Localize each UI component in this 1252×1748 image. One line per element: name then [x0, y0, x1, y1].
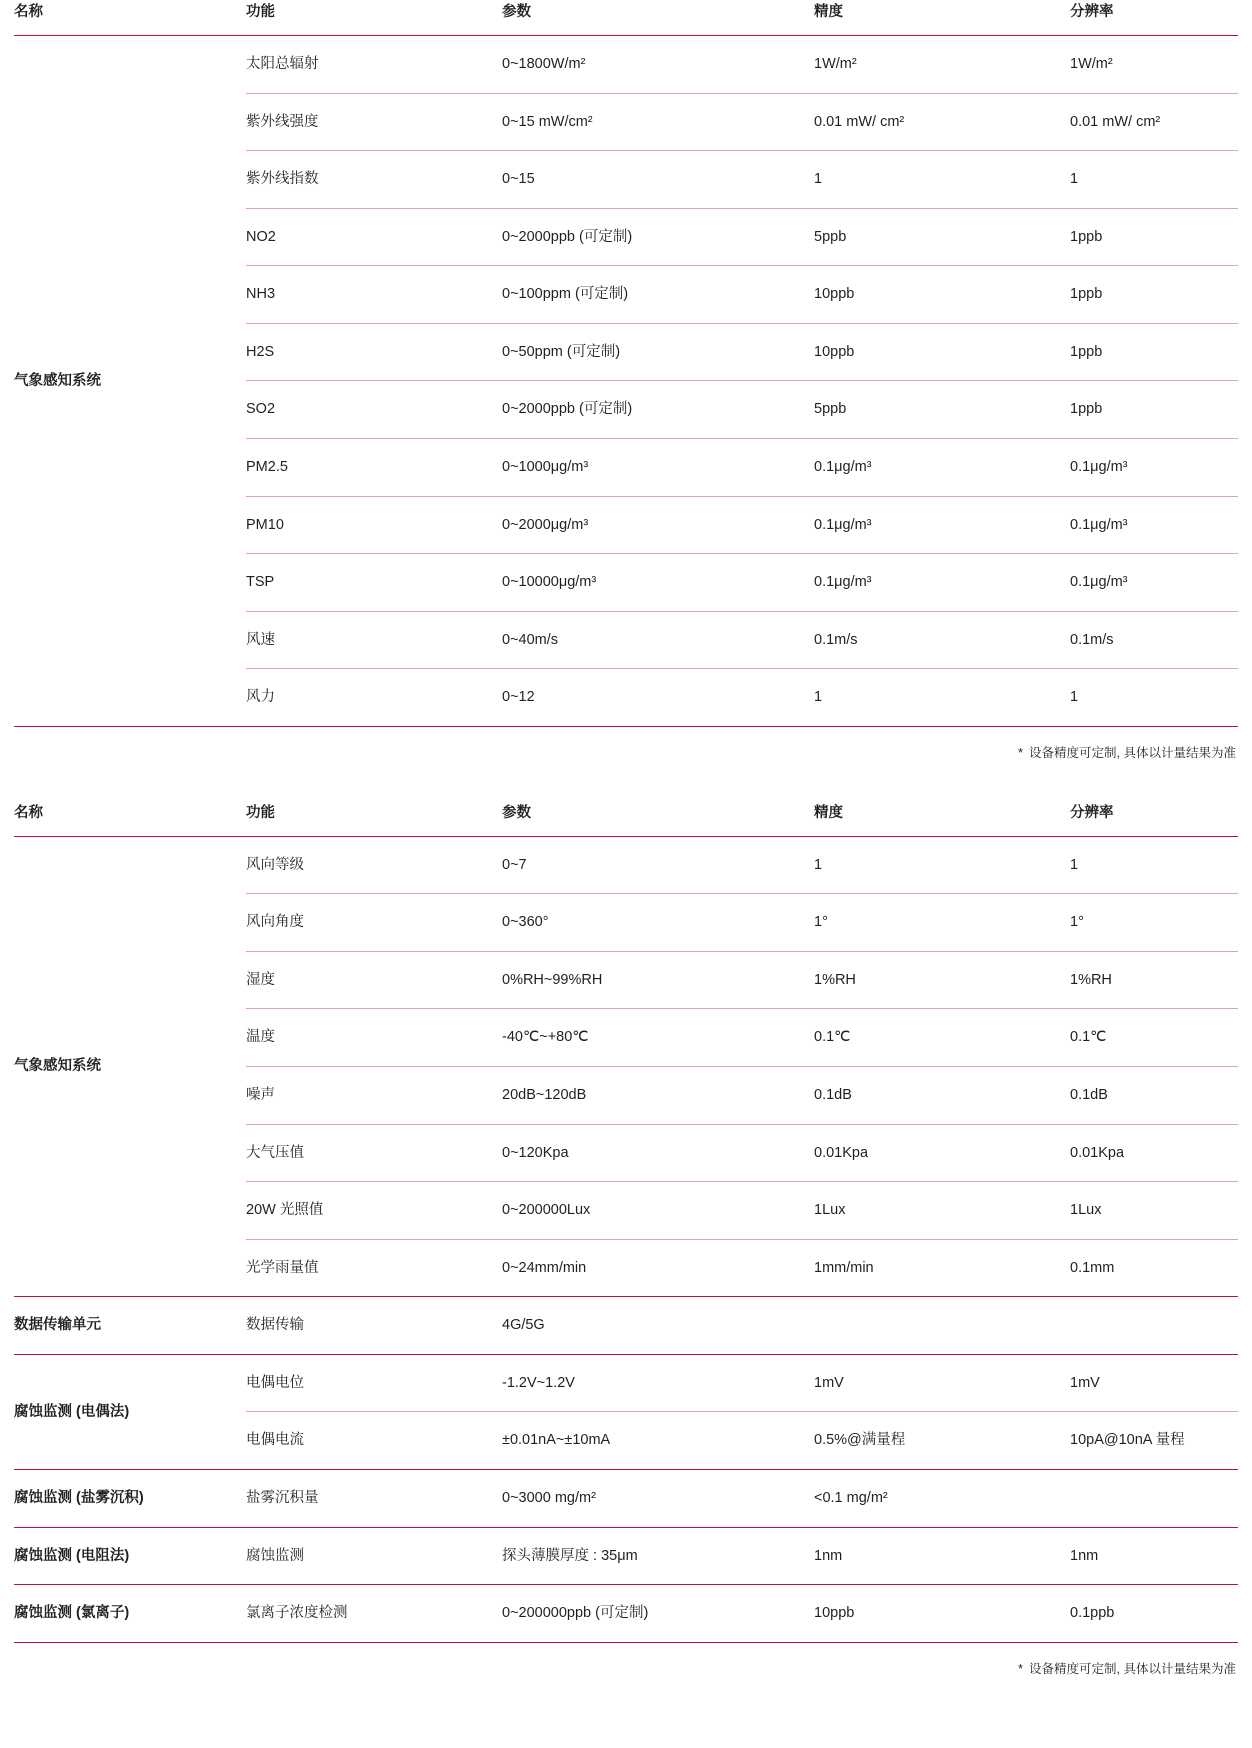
table-body-1	[14, 36, 1238, 727]
cell-parameter: 0~50ppm (可定制)	[502, 323, 814, 381]
cell-resolution: 1	[1070, 151, 1238, 209]
cell-accuracy: 0.1μg/m³	[814, 438, 1070, 496]
cell-function: 氯离子浓度检测	[246, 1585, 502, 1643]
cell-resolution: 0.01Kpa	[1070, 1124, 1238, 1182]
cell-parameter: 0~15	[502, 151, 814, 209]
header-parameter: 参数	[502, 4, 531, 20]
cell-resolution: 1nm	[1070, 1527, 1238, 1585]
table-row	[14, 1354, 1238, 1412]
cell-parameter: 0~200000ppb (可定制)	[502, 1585, 814, 1643]
cell-function: 噪声	[246, 1067, 502, 1125]
spec-table-2	[14, 801, 1238, 1643]
cell-accuracy: 0.1m/s	[814, 611, 1070, 669]
table-row	[14, 1469, 1238, 1527]
header-row	[14, 0, 1238, 36]
cell-accuracy: 1	[814, 836, 1070, 894]
header-resolution: 分辨率	[1070, 4, 1114, 20]
cell-resolution: 1Lux	[1070, 1182, 1238, 1240]
cell-parameter: 0~24mm/min	[502, 1239, 814, 1297]
cell-resolution: 1	[1070, 836, 1238, 894]
cell-parameter: 0~1000μg/m³	[502, 438, 814, 496]
header-name: 名称	[14, 804, 43, 821]
cell-parameter: 0~15 mW/cm²	[502, 93, 814, 151]
table-1-footnote	[14, 727, 1238, 761]
group-name-cell: 腐蚀监测 (电偶法)	[14, 1354, 246, 1469]
table-header-2	[14, 801, 1238, 837]
table-row	[14, 836, 1238, 894]
cell-function: 光学雨量值	[246, 1239, 502, 1297]
cell-resolution: 0.1μg/m³	[1070, 554, 1238, 612]
cell-parameter: 0~1800W/m²	[502, 36, 814, 94]
cell-parameter: 0~200000Lux	[502, 1182, 814, 1240]
table-body-2	[14, 836, 1238, 1642]
header-accuracy: 精度	[814, 804, 843, 821]
cell-accuracy: 1mm/min	[814, 1239, 1070, 1297]
cell-function: H2S	[246, 323, 502, 381]
cell-accuracy: 1Lux	[814, 1182, 1070, 1240]
cell-accuracy: 1nm	[814, 1527, 1070, 1585]
group-name-cell: 数据传输单元	[14, 1297, 246, 1355]
cell-parameter: 0~2000μg/m³	[502, 496, 814, 554]
cell-resolution: 0.1m/s	[1070, 611, 1238, 669]
footnote-text: 设备精度可定制, 具体以计量结果为准	[1029, 745, 1236, 760]
cell-accuracy	[814, 1297, 1070, 1355]
cell-parameter: 探头薄膜厚度 : 35μm	[502, 1527, 814, 1585]
cell-resolution: 1ppb	[1070, 323, 1238, 381]
cell-resolution	[1070, 1297, 1238, 1355]
table-row	[14, 1527, 1238, 1585]
cell-function: 数据传输	[246, 1297, 502, 1355]
header-resolution: 分辨率	[1070, 804, 1114, 821]
cell-function: 风向等级	[246, 836, 502, 894]
cell-function: 紫外线指数	[246, 151, 502, 209]
cell-accuracy: 1W/m²	[814, 36, 1070, 94]
cell-parameter: 0~2000ppb (可定制)	[502, 381, 814, 439]
cell-function: 太阳总辐射	[246, 36, 502, 94]
cell-function: 20W 光照值	[246, 1182, 502, 1240]
cell-accuracy: 10ppb	[814, 323, 1070, 381]
cell-function: 大气压值	[246, 1124, 502, 1182]
cell-function: 风速	[246, 611, 502, 669]
header-accuracy: 精度	[814, 4, 843, 20]
cell-resolution: 10pA@10nA 量程	[1070, 1412, 1238, 1470]
cell-resolution: 1ppb	[1070, 381, 1238, 439]
footnote-asterisk: *	[1018, 745, 1024, 760]
cell-function: 电偶电流	[246, 1412, 502, 1470]
header-parameter: 参数	[502, 804, 531, 821]
cell-parameter: -1.2V~1.2V	[502, 1354, 814, 1412]
cell-parameter: ±0.01nA~±10mA	[502, 1412, 814, 1470]
cell-accuracy: 1°	[814, 894, 1070, 952]
group-name-cell: 腐蚀监测 (氯离子)	[14, 1585, 246, 1643]
cell-parameter: 4G/5G	[502, 1297, 814, 1355]
cell-function: NH3	[246, 266, 502, 324]
cell-resolution: 1ppb	[1070, 266, 1238, 324]
cell-accuracy: 0.01 mW/ cm²	[814, 93, 1070, 151]
cell-accuracy: 0.1℃	[814, 1009, 1070, 1067]
cell-resolution: 1ppb	[1070, 208, 1238, 266]
cell-resolution: 1°	[1070, 894, 1238, 952]
cell-accuracy: 0.01Kpa	[814, 1124, 1070, 1182]
cell-parameter: 0~120Kpa	[502, 1124, 814, 1182]
cell-accuracy: 1	[814, 669, 1070, 727]
cell-resolution: 0.1℃	[1070, 1009, 1238, 1067]
cell-function: PM10	[246, 496, 502, 554]
table-header-1	[14, 0, 1238, 36]
cell-accuracy: 5ppb	[814, 208, 1070, 266]
cell-resolution: 1%RH	[1070, 951, 1238, 1009]
cell-accuracy: 10ppb	[814, 266, 1070, 324]
cell-function: NO2	[246, 208, 502, 266]
cell-resolution: 0.1μg/m³	[1070, 496, 1238, 554]
cell-accuracy: 0.1μg/m³	[814, 496, 1070, 554]
table-row	[14, 1297, 1238, 1355]
cell-resolution: 0.01 mW/ cm²	[1070, 93, 1238, 151]
cell-parameter: 0%RH~99%RH	[502, 951, 814, 1009]
cell-accuracy: <0.1 mg/m²	[814, 1469, 1070, 1527]
cell-function: 湿度	[246, 951, 502, 1009]
header-name: 名称	[14, 4, 43, 20]
cell-function: 温度	[246, 1009, 502, 1067]
cell-parameter: 0~100ppm (可定制)	[502, 266, 814, 324]
cell-function: 风力	[246, 669, 502, 727]
cell-parameter: 20dB~120dB	[502, 1067, 814, 1125]
cell-resolution: 0.1ppb	[1070, 1585, 1238, 1643]
cell-accuracy: 0.1μg/m³	[814, 554, 1070, 612]
cell-function: 盐雾沉积量	[246, 1469, 502, 1527]
cell-accuracy: 1mV	[814, 1354, 1070, 1412]
cell-parameter: 0~40m/s	[502, 611, 814, 669]
cell-function: 电偶电位	[246, 1354, 502, 1412]
header-function: 功能	[246, 804, 275, 821]
group-name-cell: 腐蚀监测 (电阻法)	[14, 1527, 246, 1585]
cell-function: 风向角度	[246, 894, 502, 952]
cell-parameter: 0~10000μg/m³	[502, 554, 814, 612]
table-row	[14, 36, 1238, 94]
cell-function: TSP	[246, 554, 502, 612]
cell-resolution: 0.1μg/m³	[1070, 438, 1238, 496]
header-function: 功能	[246, 4, 275, 20]
cell-accuracy: 0.1dB	[814, 1067, 1070, 1125]
cell-parameter: 0~7	[502, 836, 814, 894]
cell-parameter: 0~12	[502, 669, 814, 727]
group-name-cell: 气象感知系统	[14, 36, 246, 727]
cell-parameter: 0~2000ppb (可定制)	[502, 208, 814, 266]
table-spacer	[14, 761, 1238, 801]
header-row	[14, 801, 1238, 837]
footnote-asterisk: *	[1018, 1661, 1024, 1676]
cell-resolution: 1W/m²	[1070, 36, 1238, 94]
cell-function: PM2.5	[246, 438, 502, 496]
cell-parameter: 0~3000 mg/m²	[502, 1469, 814, 1527]
table-2-footnote	[14, 1643, 1238, 1677]
cell-function: SO2	[246, 381, 502, 439]
group-name-cell: 气象感知系统	[14, 836, 246, 1297]
cell-resolution: 0.1dB	[1070, 1067, 1238, 1125]
cell-parameter: 0~360°	[502, 894, 814, 952]
group-name-cell: 腐蚀监测 (盐雾沉积)	[14, 1469, 246, 1527]
cell-function: 腐蚀监测	[246, 1527, 502, 1585]
cell-resolution	[1070, 1469, 1238, 1527]
cell-resolution: 1	[1070, 669, 1238, 727]
cell-accuracy: 1%RH	[814, 951, 1070, 1009]
cell-accuracy: 5ppb	[814, 381, 1070, 439]
cell-function: 紫外线强度	[246, 93, 502, 151]
footnote-text: 设备精度可定制, 具体以计量结果为准	[1029, 1661, 1236, 1676]
spec-table-1	[14, 0, 1238, 727]
cell-accuracy: 1	[814, 151, 1070, 209]
cell-accuracy: 0.5%@满量程	[814, 1412, 1070, 1470]
cell-resolution: 1mV	[1070, 1354, 1238, 1412]
cell-parameter: -40℃~+80℃	[502, 1009, 814, 1067]
table-row	[14, 1585, 1238, 1643]
cell-accuracy: 10ppb	[814, 1585, 1070, 1643]
cell-resolution: 0.1mm	[1070, 1239, 1238, 1297]
